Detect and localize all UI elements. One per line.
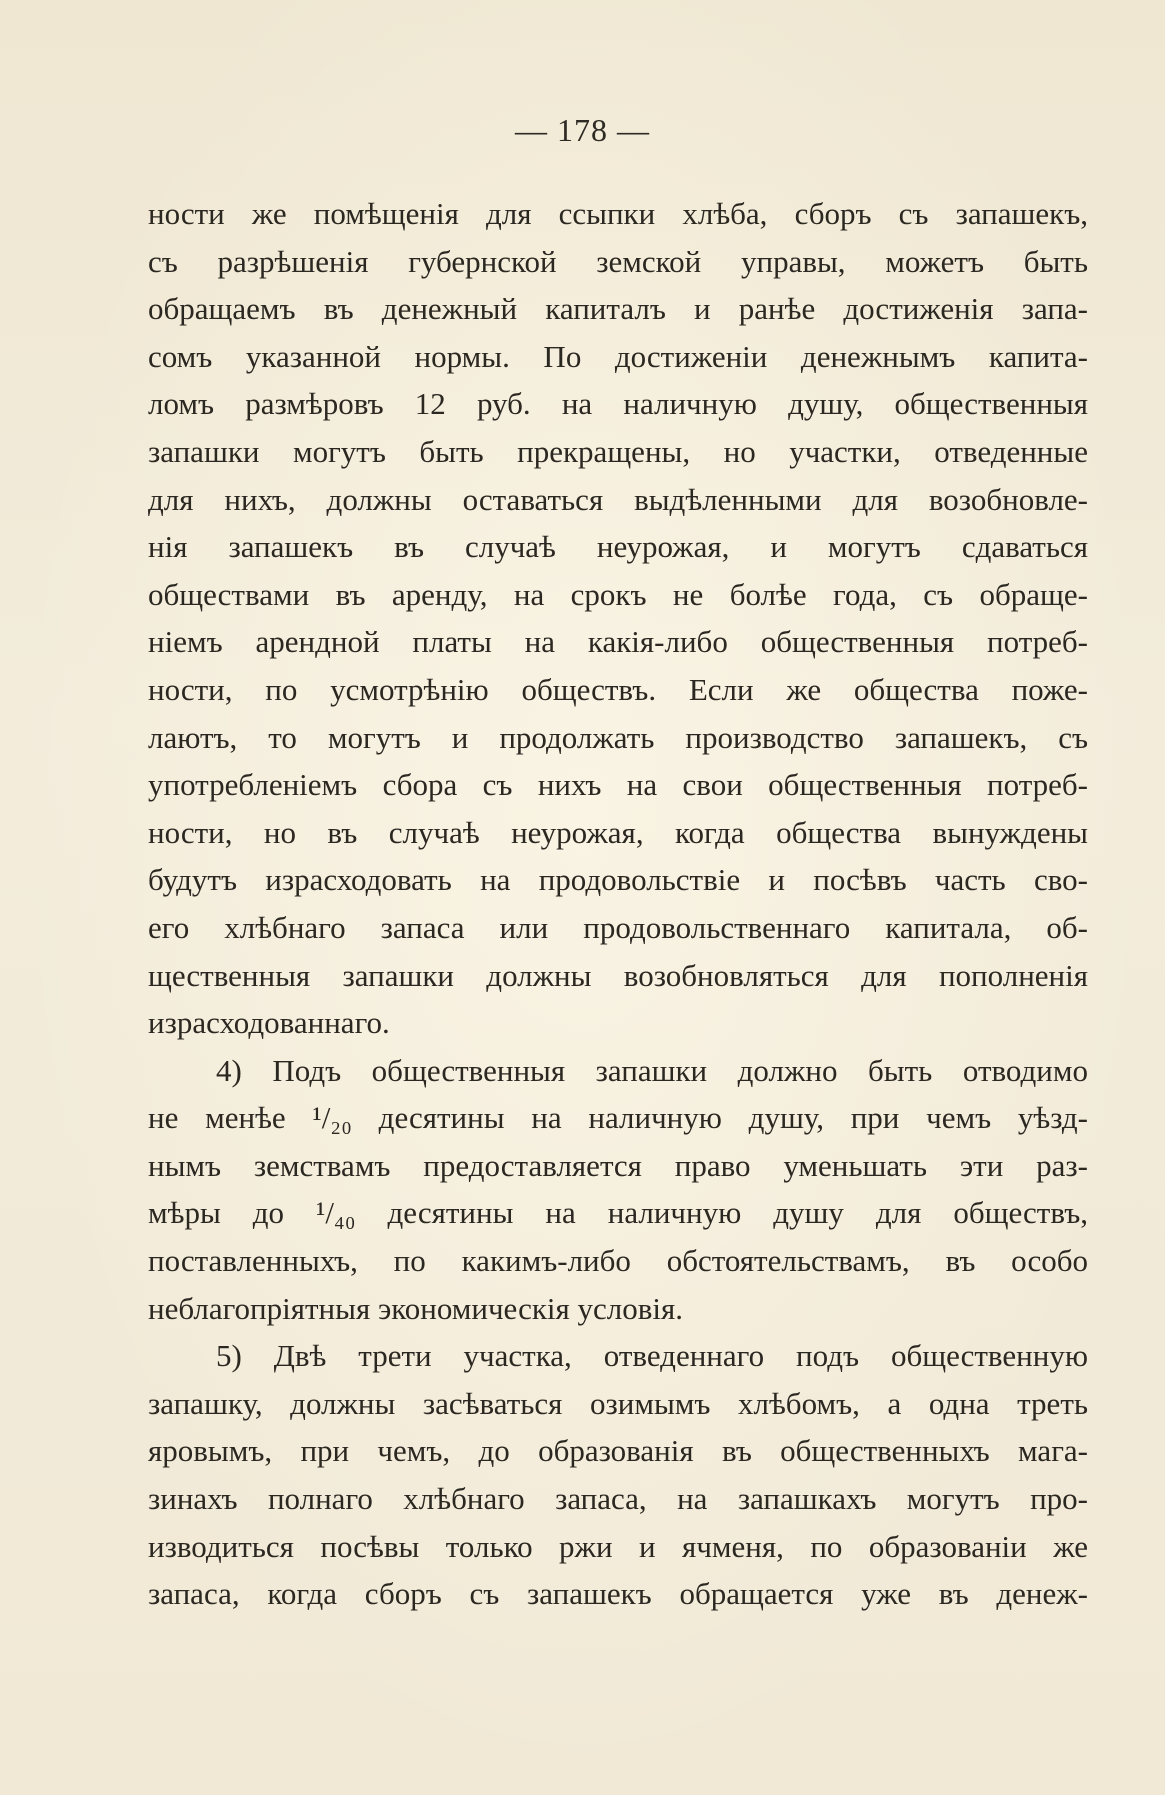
- text-line: яровымъ, при чемъ, до образованія въ общественныхъ мага-: [148, 1433, 1088, 1469]
- text-line: будутъ израсходовать на продовольствіе и посѣвъ часть сво-: [148, 862, 1088, 898]
- text-line: лаютъ, то могутъ и продолжать производство запашекъ, съ: [148, 719, 1088, 755]
- text-line: ніемъ арендной платы на какія-либо общественныя потреб-: [148, 624, 1088, 660]
- body-text: [148, 190, 1088, 1618]
- text-line: ности, но въ случаѣ неурожая, когда общества вынуждены: [148, 814, 1088, 850]
- text-line: сомъ указанной нормы. По достиженіи денежнымъ капита-: [148, 338, 1088, 374]
- text-line: ности, по усмотрѣнію обществъ. Если же общества поже-: [148, 671, 1088, 707]
- text-line: изводиться посѣвы только ржи и ячменя, по образованіи же: [148, 1528, 1088, 1564]
- text-line: зинахъ полнаго хлѣбнаго запаса, на запашкахъ могутъ про-: [148, 1481, 1088, 1517]
- text-line: запашки могутъ быть прекращены, но участки, отведенные: [148, 433, 1088, 469]
- text-line: запашку, должны засѣваться озимымъ хлѣбомъ, а одна треть: [148, 1385, 1088, 1421]
- text-line: запаса, когда сборъ съ запашекъ обращается уже въ денеж-: [148, 1576, 1088, 1612]
- page-number: — 178 —: [515, 112, 650, 148]
- text-line: поставленныхъ, по какимъ-либо обстоятельствамъ, въ особо: [148, 1243, 1088, 1279]
- text-line: ности же помѣщенія для ссыпки хлѣба, сборъ съ запашекъ,: [148, 196, 1088, 231]
- text-line: обществами въ аренду, на срокъ не болѣе года, съ обраще-: [148, 576, 1088, 612]
- text-line: для нихъ, должны оставаться выдѣленными для возобновле-: [148, 481, 1088, 517]
- text-line: нія запашекъ въ случаѣ неурожая, и могутъ сдаваться: [148, 529, 1088, 565]
- text-line: щественныя запашки должны возобновляться для пополненія: [148, 957, 1088, 993]
- text-line: обращаемъ въ денежный капиталъ и ранѣе достиженія запа-: [148, 291, 1088, 327]
- text-line: съ разрѣшенія губернской земской управы, можетъ быть: [148, 243, 1088, 279]
- text-line: его хлѣбнаго запаса или продовольственнаго капитала, об-: [148, 909, 1088, 945]
- text-line: нымъ земствамъ предоставляется право уменьшать эти раз-: [148, 1147, 1088, 1183]
- text-line: 4) Подъ общественныя запашки должно быть отводимо: [216, 1052, 1088, 1088]
- text-line: употребленіемъ сбора съ нихъ на свои общественныя потреб-: [148, 767, 1088, 803]
- text-line: израсходованнаго.: [148, 1005, 390, 1041]
- text-line: мѣры до ¹/₄₀ десятины на наличную душу для обществъ,: [148, 1195, 1088, 1231]
- text-line: ломъ размѣровъ 12 руб. на наличную душу, общественныя: [148, 386, 1088, 422]
- text-line: неблагопріятныя экономическія условія.: [148, 1290, 684, 1326]
- text-line: не менѣе ¹/₂₀ десятины на наличную душу, при чемъ уѣзд-: [148, 1100, 1088, 1136]
- text-line: 5) Двѣ трети участка, отведеннаго подъ общественную: [216, 1338, 1088, 1374]
